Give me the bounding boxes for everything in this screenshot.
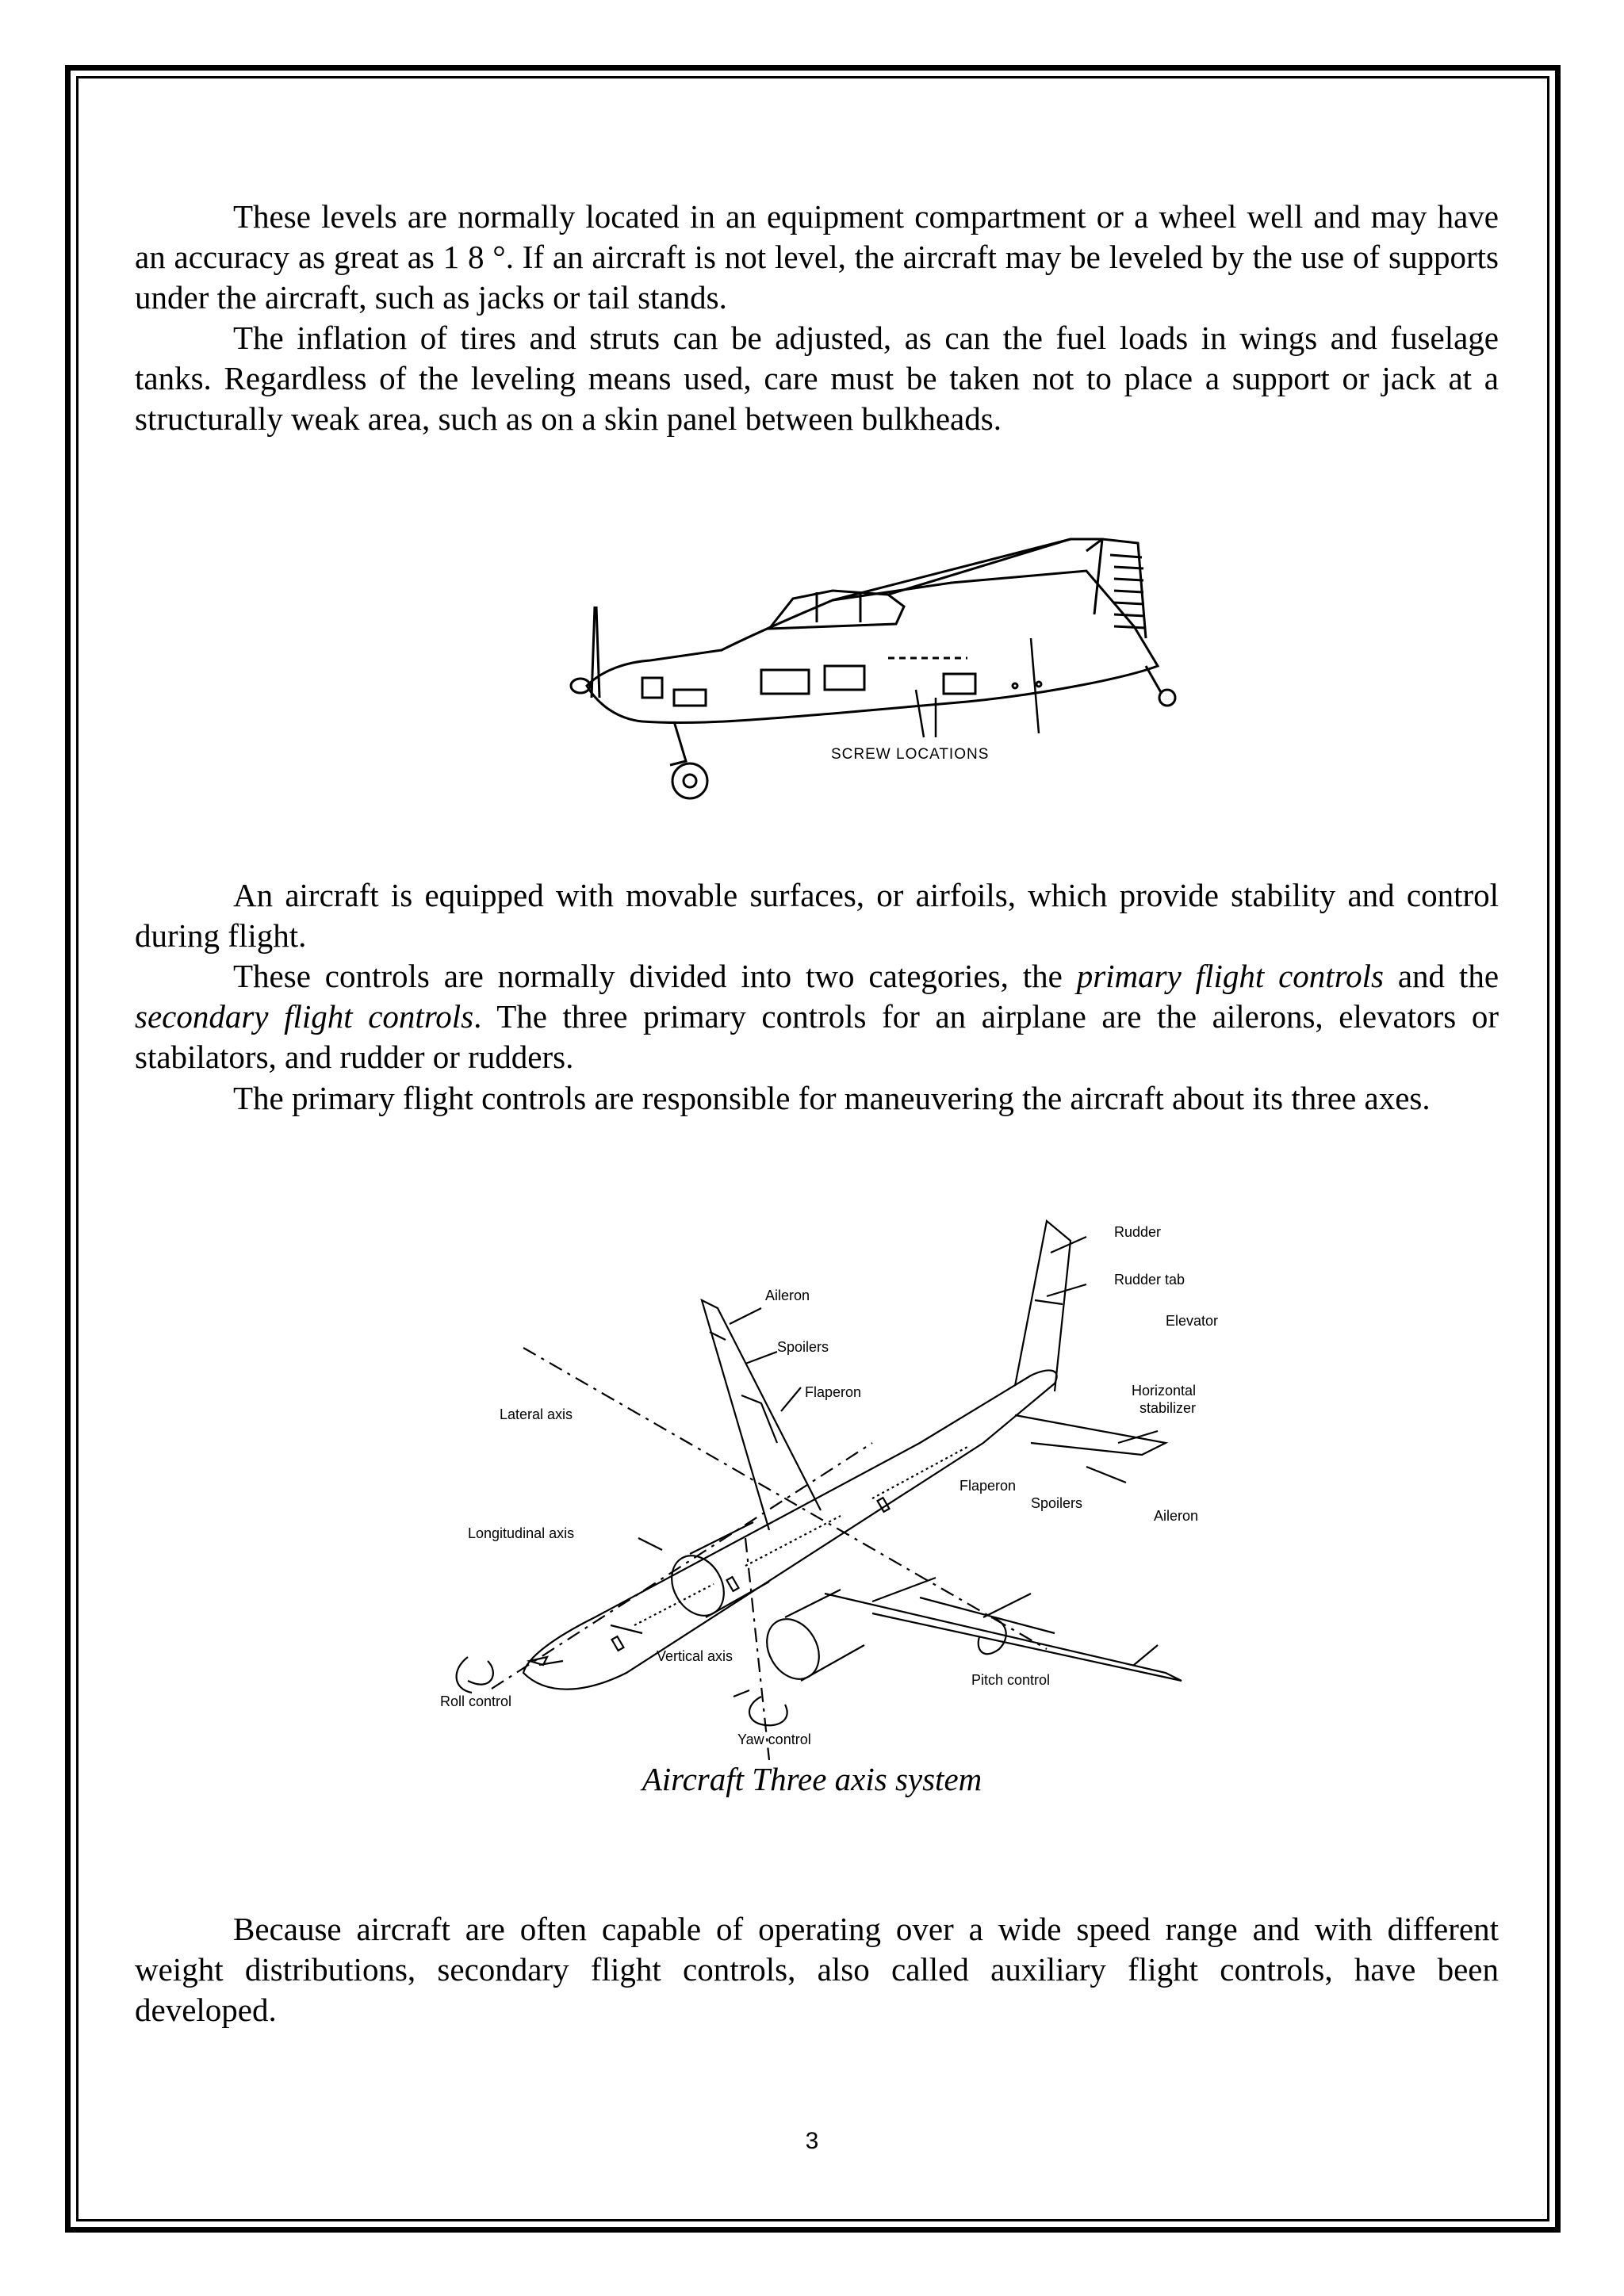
page-number: 3 (805, 2128, 819, 2154)
label-rudder-tab: Rudder tab (1114, 1272, 1185, 1288)
screw-locations-label: SCREW LOCATIONS (831, 746, 990, 763)
label-horizontal-stabilizer-2: stabilizer (1139, 1400, 1197, 1416)
aircraft-side-view-figure (555, 535, 1189, 813)
paragraph-inflation: The inflation of tires and struts can be adjusted, as can the fuel loads in wings and fuselage tanks. Regardless of the leveling means used, care must be taken not to place a support or jack at a structurally weak area, such as on a skin panel between bulkheads. (135, 320, 1499, 437)
label-aileron-left: Aileron (765, 1288, 810, 1303)
label-spoilers-left: Spoilers (777, 1339, 829, 1355)
three-axis-labels (440, 1224, 1218, 1747)
paragraph-movable-surfaces: An aircraft is equipped with movable surfaces, or airfoils, which provide stability and control during flight. (135, 877, 1499, 954)
paragraph-primary-controls: The primary flight controls are responsible for maneuvering the aircraft about its three axes. (233, 1080, 1431, 1116)
figure-caption: Aircraft Three axis system (642, 1761, 982, 1797)
primary-flight-controls-term: primary flight controls (1076, 958, 1384, 994)
secondary-flight-controls-term: secondary flight controls (135, 998, 474, 1035)
label-vertical-axis: Vertical axis (657, 1648, 733, 1664)
label-longitudinal-axis: Longitudinal axis (468, 1525, 575, 1541)
label-spoilers-right: Spoilers (1031, 1495, 1083, 1511)
label-horizontal-stabilizer-1: Horizontal (1132, 1383, 1197, 1399)
label-elevator: Elevator (1166, 1313, 1219, 1329)
paragraph-levels: These levels are normally located in an equipment compartment or a wheel well and may have an accuracy as great as 1 8 °. If an aircraft is not level, the aircraft may be leveled by the use of supports under the aircraft, such as jacks or tail stands. (135, 198, 1499, 316)
label-yaw-control: Yaw control (737, 1732, 811, 1747)
label-lateral-axis: Lateral axis (500, 1406, 573, 1422)
label-aileron-right: Aileron (1154, 1508, 1199, 1524)
label-pitch-control: Pitch control (971, 1672, 1051, 1688)
paragraph-control-categories: These controls are normally divided into two categories, the primary flight controls and the secondary flight controls. The three primary controls for an airplane are the ailerons, elevators or stabilators, and rudder or rudders. (135, 958, 1500, 1075)
three-axis-figure (428, 1205, 1253, 1760)
paragraph-secondary-controls: Because aircraft are often capable of operating over a wide speed range and with different weight distributions, secondary flight controls, also called auxiliary flight controls, have been developed. (135, 1911, 1499, 2028)
label-flaperon-left: Flaperon (805, 1384, 862, 1400)
label-roll-control: Roll control (440, 1693, 512, 1709)
label-flaperon-right: Flaperon (959, 1478, 1017, 1494)
label-rudder: Rudder (1114, 1224, 1162, 1240)
